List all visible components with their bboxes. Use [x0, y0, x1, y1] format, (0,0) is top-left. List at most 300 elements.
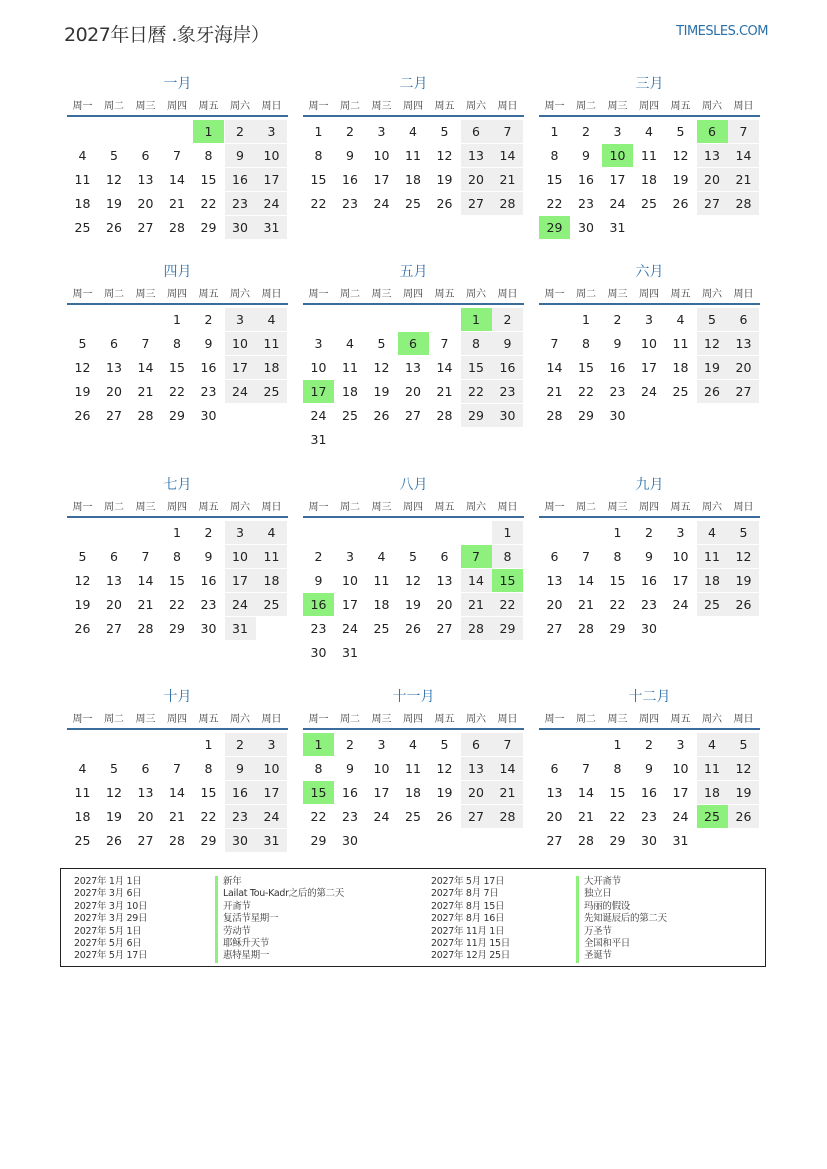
day-cell: 2 — [645, 525, 653, 540]
day-cell: 18 — [697, 781, 728, 804]
day-cell: 17 — [256, 168, 287, 191]
day-cell: 28 — [137, 408, 154, 423]
day-cell: 19 — [728, 781, 759, 804]
holiday-name: 耶稣升天节 — [215, 938, 344, 950]
day-cell: 31 — [310, 432, 327, 447]
month-name: 五月 — [399, 264, 428, 280]
day-cell: 4 — [409, 737, 417, 752]
day-cell: 30 — [200, 621, 217, 636]
holiday-day-cell: 17 — [303, 380, 334, 403]
day-cell: 20 — [106, 384, 122, 399]
weekday-label: 周四 — [167, 289, 187, 300]
day-cell: 26 — [728, 805, 759, 828]
holiday-day-cell: 6 — [398, 332, 429, 355]
day-cell: 7 — [173, 148, 181, 163]
day-cell: 5 — [440, 124, 449, 139]
day-cell: 29 — [169, 621, 185, 636]
day-cell: 31 — [609, 220, 626, 235]
day-cell: 2 — [613, 312, 622, 327]
weekday-label: 周一 — [308, 502, 329, 513]
weekday-label: 周六 — [466, 101, 486, 112]
header-divider — [539, 516, 760, 518]
holiday-name: Lailat Tou-Kadr之后的第二天 — [215, 888, 344, 900]
day-cell: 12 — [436, 761, 453, 776]
day-cell: 16 — [200, 573, 217, 588]
day-cell: 25 — [256, 380, 287, 403]
day-cell: 16 — [492, 356, 523, 379]
day-cell: 5 — [728, 733, 759, 756]
holiday-day-cell: 7 — [461, 545, 492, 568]
holiday-date: 2027年 12月 25日 — [431, 950, 510, 962]
weekday-label: 周五 — [670, 101, 691, 112]
day-cell: 27 — [546, 621, 563, 636]
holiday-date: 2027年 5月 6日 — [74, 937, 142, 949]
day-cell: 14 — [169, 785, 185, 800]
holiday-date: 2027年 5月 17日 — [431, 876, 505, 887]
day-cell: 17 — [609, 172, 626, 187]
weekday-label: 周三 — [607, 714, 628, 725]
day-cell: 9 — [204, 549, 213, 564]
weekday-label: 周日 — [497, 289, 518, 300]
weekday-label: 周三 — [371, 101, 392, 112]
day-cell: 24 — [225, 380, 256, 403]
day-cell: 26 — [106, 220, 122, 235]
weekday-label: 周六 — [466, 714, 486, 725]
day-cell: 11 — [405, 148, 421, 163]
day-cell: 14 — [546, 360, 563, 375]
day-cell: 7 — [492, 120, 523, 143]
day-cell: 19 — [728, 569, 759, 592]
weekday-header — [539, 498, 760, 512]
header-divider — [67, 728, 288, 730]
day-cell: 2 — [225, 733, 256, 756]
page-title: 2027年日曆 .象牙海岸） — [64, 24, 270, 46]
day-cell: 15 — [169, 360, 185, 375]
day-cell: 17 — [256, 781, 287, 804]
weekday-label: 周六 — [230, 101, 250, 112]
day-cell: 4 — [697, 733, 728, 756]
day-cell: 4 — [78, 148, 87, 163]
day-cell: 12 — [728, 545, 759, 568]
day-cell: 27 — [461, 192, 492, 215]
day-cell: 8 — [314, 148, 323, 163]
day-cell: 26 — [405, 621, 421, 636]
day-cell: 15 — [200, 785, 217, 800]
header-divider — [303, 728, 524, 730]
day-cell: 29 — [578, 408, 594, 423]
day-cell: 9 — [204, 336, 213, 351]
weekday-label: 周三 — [135, 714, 156, 725]
day-cell: 3 — [377, 737, 386, 752]
day-cell: 11 — [342, 360, 358, 375]
holiday-day-cell: 1 — [193, 120, 224, 143]
day-cell: 20 — [728, 356, 759, 379]
day-cell: 5 — [377, 336, 386, 351]
day-cell: 28 — [546, 408, 563, 423]
day-cell: 29 — [200, 833, 217, 848]
day-cell: 25 — [342, 408, 358, 423]
day-cell: 13 — [461, 757, 492, 780]
month-name: 十月 — [163, 689, 192, 705]
day-cell: 8 — [204, 761, 213, 776]
day-cell: 18 — [672, 360, 689, 375]
weekday-label: 周三 — [371, 502, 392, 513]
day-cell: 4 — [409, 124, 417, 139]
day-cell: 29 — [461, 404, 492, 427]
weekday-label: 周二 — [104, 101, 124, 112]
day-cell: 30 — [641, 621, 657, 636]
day-cell: 22 — [169, 384, 185, 399]
day-cell: 7 — [492, 733, 523, 756]
day-cell: 9 — [225, 757, 256, 780]
day-cell: 8 — [204, 148, 213, 163]
day-cell: 27 — [137, 833, 154, 848]
holiday-dates-left — [74, 876, 147, 963]
day-cell: 24 — [342, 621, 358, 636]
day-cell: 3 — [676, 525, 685, 540]
holiday-day-cell: 29 — [539, 216, 570, 239]
weekday-label: 周六 — [702, 502, 722, 513]
day-cell: 30 — [641, 833, 657, 848]
day-cell: 8 — [613, 549, 622, 564]
day-cell: 25 — [74, 833, 91, 848]
day-cell: 7 — [141, 336, 150, 351]
weekday-label: 周六 — [702, 289, 722, 300]
day-cell: 23 — [641, 597, 657, 612]
holiday-day-cell: 16 — [303, 593, 334, 616]
weekday-label: 周六 — [466, 289, 486, 300]
day-cell: 5 — [440, 737, 449, 752]
day-cell: 30 — [342, 833, 358, 848]
weekday-label: 周五 — [434, 502, 455, 513]
day-cell: 9 — [314, 573, 323, 588]
day-cell: 16 — [342, 785, 358, 800]
day-cell: 9 — [645, 549, 653, 564]
day-cell: 25 — [672, 384, 689, 399]
day-cell: 16 — [578, 172, 594, 187]
weekday-header — [303, 97, 524, 111]
day-cell: 27 — [405, 408, 421, 423]
month-name: 一月 — [163, 76, 192, 92]
day-cell: 30 — [200, 408, 217, 423]
weekday-label: 周四 — [167, 502, 187, 513]
holiday-names-left — [215, 876, 344, 963]
day-cell: 24 — [373, 196, 390, 211]
day-cell: 15 — [461, 356, 492, 379]
day-cell: 15 — [609, 573, 626, 588]
day-cell: 10 — [342, 573, 358, 588]
weekday-label: 周二 — [576, 714, 596, 725]
day-cell: 11 — [405, 761, 421, 776]
day-cell: 14 — [169, 172, 185, 187]
day-cell: 31 — [256, 216, 287, 239]
holiday-name: 开斋节 — [215, 901, 344, 913]
day-cell: 23 — [225, 192, 256, 215]
day-cell: 6 — [141, 148, 150, 163]
day-cell: 2 — [645, 737, 653, 752]
day-cell: 9 — [645, 761, 653, 776]
day-cell: 27 — [106, 621, 122, 636]
day-cell: 22 — [169, 597, 185, 612]
day-cell: 21 — [578, 597, 594, 612]
day-cell: 24 — [310, 408, 327, 423]
day-cell: 16 — [641, 785, 657, 800]
weekday-label: 周六 — [230, 289, 250, 300]
day-cell: 17 — [373, 785, 390, 800]
day-cell: 30 — [310, 645, 327, 660]
day-cell: 11 — [641, 148, 657, 163]
day-cell: 16 — [225, 781, 256, 804]
weekday-label: 周五 — [198, 714, 219, 725]
day-cell: 29 — [492, 617, 523, 640]
day-cell: 19 — [106, 196, 122, 211]
holiday-name: 圣诞节 — [576, 950, 667, 962]
day-cell: 26 — [106, 833, 122, 848]
day-cell: 23 — [225, 805, 256, 828]
day-cell: 14 — [137, 360, 154, 375]
day-cell: 3 — [256, 733, 287, 756]
day-cell: 21 — [578, 809, 594, 824]
day-cell: 17 — [672, 785, 689, 800]
day-cell: 11 — [74, 785, 91, 800]
day-cell: 22 — [609, 597, 626, 612]
weekday-label: 周一 — [72, 714, 93, 725]
day-cell: 12 — [106, 785, 122, 800]
day-cell: 22 — [310, 196, 327, 211]
day-cell: 22 — [492, 593, 523, 616]
weekday-label: 周六 — [702, 101, 722, 112]
holiday-name: 劳动节 — [215, 926, 344, 938]
day-cell: 17 — [373, 172, 390, 187]
weekday-header — [67, 710, 288, 724]
day-cell: 6 — [461, 120, 492, 143]
day-cell: 20 — [106, 597, 122, 612]
day-cell: 18 — [256, 356, 287, 379]
day-cell: 20 — [405, 384, 421, 399]
day-cell: 7 — [728, 120, 759, 143]
header-divider — [67, 516, 288, 518]
day-cell: 9 — [582, 148, 590, 163]
day-cell: 20 — [436, 597, 453, 612]
holiday-name: 惠特星期一 — [215, 950, 344, 962]
day-cell: 28 — [492, 192, 523, 215]
day-cell: 24 — [641, 384, 657, 399]
month-name: 八月 — [399, 477, 428, 493]
day-cell: 13 — [137, 785, 154, 800]
weekday-label: 周一 — [308, 289, 329, 300]
weekday-label: 周四 — [403, 714, 423, 725]
day-cell: 28 — [137, 621, 154, 636]
holiday-date: 2027年 5月 1日 — [74, 925, 142, 937]
day-cell: 8 — [492, 545, 523, 568]
holiday-day-cell: 1 — [303, 733, 334, 756]
day-cell: 19 — [106, 809, 122, 824]
day-cell: 5 — [110, 148, 118, 163]
day-cell: 1 — [613, 737, 622, 752]
day-cell: 13 — [106, 360, 122, 375]
day-cell: 27 — [436, 621, 453, 636]
day-cell: 13 — [436, 573, 453, 588]
weekday-label: 周日 — [261, 101, 282, 112]
day-cell: 12 — [728, 757, 759, 780]
day-cell: 5 — [78, 549, 87, 564]
header-divider — [67, 303, 288, 305]
day-cell: 9 — [492, 332, 523, 355]
day-cell: 27 — [546, 833, 563, 848]
day-cell: 5 — [78, 336, 87, 351]
day-cell: 1 — [314, 124, 323, 139]
holiday-date: 2027年 3月 6日 — [74, 888, 142, 900]
day-cell: 26 — [436, 809, 453, 824]
day-cell: 6 — [110, 336, 118, 351]
day-cell: 20 — [461, 781, 492, 804]
weekday-label: 周四 — [167, 714, 187, 725]
weekday-header — [539, 285, 760, 299]
day-cell: 29 — [169, 408, 185, 423]
day-cell: 15 — [578, 360, 594, 375]
weekday-header — [67, 97, 288, 111]
day-cell: 3 — [314, 336, 323, 351]
day-cell: 23 — [492, 380, 523, 403]
weekday-label: 周一 — [72, 502, 93, 513]
weekday-label: 周五 — [670, 289, 691, 300]
day-cell: 24 — [672, 809, 689, 824]
day-cell: 6 — [550, 761, 559, 776]
weekday-label: 周四 — [167, 101, 187, 112]
day-cell: 23 — [310, 621, 327, 636]
day-cell: 19 — [436, 785, 453, 800]
weekday-label: 周日 — [733, 502, 754, 513]
holiday-list — [60, 868, 766, 967]
day-cell: 31 — [342, 645, 358, 660]
day-cell: 19 — [74, 384, 91, 399]
header-divider — [539, 303, 760, 305]
day-cell: 1 — [550, 124, 559, 139]
day-cell: 19 — [373, 384, 390, 399]
day-cell: 24 — [672, 597, 689, 612]
day-cell: 3 — [225, 308, 256, 331]
day-cell: 12 — [106, 172, 122, 187]
day-cell: 21 — [728, 168, 759, 191]
day-cell: 23 — [641, 809, 657, 824]
day-cell: 6 — [550, 549, 559, 564]
day-cell: 24 — [225, 593, 256, 616]
day-cell: 9 — [346, 761, 354, 776]
day-cell: 12 — [373, 360, 390, 375]
day-cell: 18 — [641, 172, 657, 187]
day-cell: 6 — [728, 308, 759, 331]
day-cell: 3 — [645, 312, 653, 327]
day-cell: 14 — [728, 144, 759, 167]
weekday-label: 周三 — [135, 502, 156, 513]
day-cell: 14 — [578, 573, 594, 588]
day-cell: 18 — [697, 569, 728, 592]
day-cell: 1 — [613, 525, 622, 540]
day-cell: 7 — [582, 761, 590, 776]
day-cell: 7 — [440, 336, 449, 351]
day-cell: 14 — [137, 573, 154, 588]
day-cell: 31 — [256, 829, 287, 852]
holiday-day-cell: 1 — [461, 308, 492, 331]
day-cell: 11 — [256, 332, 287, 355]
day-cell: 8 — [461, 332, 492, 355]
weekday-label: 周日 — [733, 714, 754, 725]
day-cell: 4 — [256, 521, 287, 544]
day-cell: 21 — [137, 384, 154, 399]
day-cell: 7 — [141, 549, 150, 564]
weekday-label: 周五 — [198, 289, 219, 300]
day-cell: 11 — [672, 336, 689, 351]
day-cell: 28 — [492, 805, 523, 828]
weekday-label: 周六 — [466, 502, 486, 513]
day-cell: 26 — [74, 621, 91, 636]
day-cell: 29 — [609, 621, 626, 636]
day-cell: 31 — [672, 833, 689, 848]
day-cell: 11 — [697, 545, 728, 568]
day-cell: 13 — [106, 573, 122, 588]
weekday-label: 周三 — [607, 289, 628, 300]
day-cell: 22 — [578, 384, 594, 399]
month-name: 三月 — [635, 76, 664, 92]
site-name[interactable]: TIMESLES.COM — [676, 24, 768, 39]
day-cell: 19 — [672, 172, 689, 187]
day-cell: 21 — [137, 597, 154, 612]
weekday-label: 周日 — [261, 289, 282, 300]
weekday-label: 周三 — [135, 101, 156, 112]
weekday-label: 周一 — [544, 502, 565, 513]
day-cell: 10 — [672, 549, 689, 564]
holiday-name: 独立日 — [576, 888, 667, 900]
weekday-label: 周二 — [576, 101, 596, 112]
header-divider — [303, 516, 524, 518]
day-cell: 21 — [461, 593, 492, 616]
day-cell: 28 — [578, 621, 594, 636]
day-cell: 3 — [613, 124, 622, 139]
day-cell: 23 — [609, 384, 626, 399]
day-cell: 28 — [169, 220, 185, 235]
month-name: 九月 — [635, 477, 664, 493]
day-cell: 20 — [137, 196, 154, 211]
day-cell: 11 — [256, 545, 287, 568]
day-cell: 15 — [200, 172, 217, 187]
weekday-header — [539, 710, 760, 724]
day-cell: 26 — [728, 593, 759, 616]
day-cell: 19 — [74, 597, 91, 612]
day-cell: 23 — [200, 384, 217, 399]
weekday-label: 周四 — [639, 289, 659, 300]
day-cell: 3 — [256, 120, 287, 143]
day-cell: 10 — [641, 336, 657, 351]
weekday-header — [303, 285, 524, 299]
weekday-label: 周五 — [434, 714, 455, 725]
holiday-name: 先知诞辰后的第二天 — [576, 913, 667, 925]
weekday-label: 周一 — [544, 714, 565, 725]
day-cell: 10 — [225, 545, 256, 568]
day-cell: 2 — [204, 525, 213, 540]
day-cell: 26 — [672, 196, 689, 211]
day-cell: 30 — [578, 220, 594, 235]
day-cell: 9 — [225, 144, 256, 167]
holiday-name: 玛丽的假设 — [576, 901, 667, 913]
month-name: 七月 — [163, 477, 192, 493]
holiday-day-cell: 15 — [303, 781, 334, 804]
weekday-label: 周四 — [403, 101, 423, 112]
month-name: 六月 — [635, 264, 664, 280]
day-cell: 11 — [74, 172, 91, 187]
day-cell: 5 — [110, 761, 118, 776]
day-cell: 13 — [461, 144, 492, 167]
holiday-dates-right — [431, 876, 510, 963]
